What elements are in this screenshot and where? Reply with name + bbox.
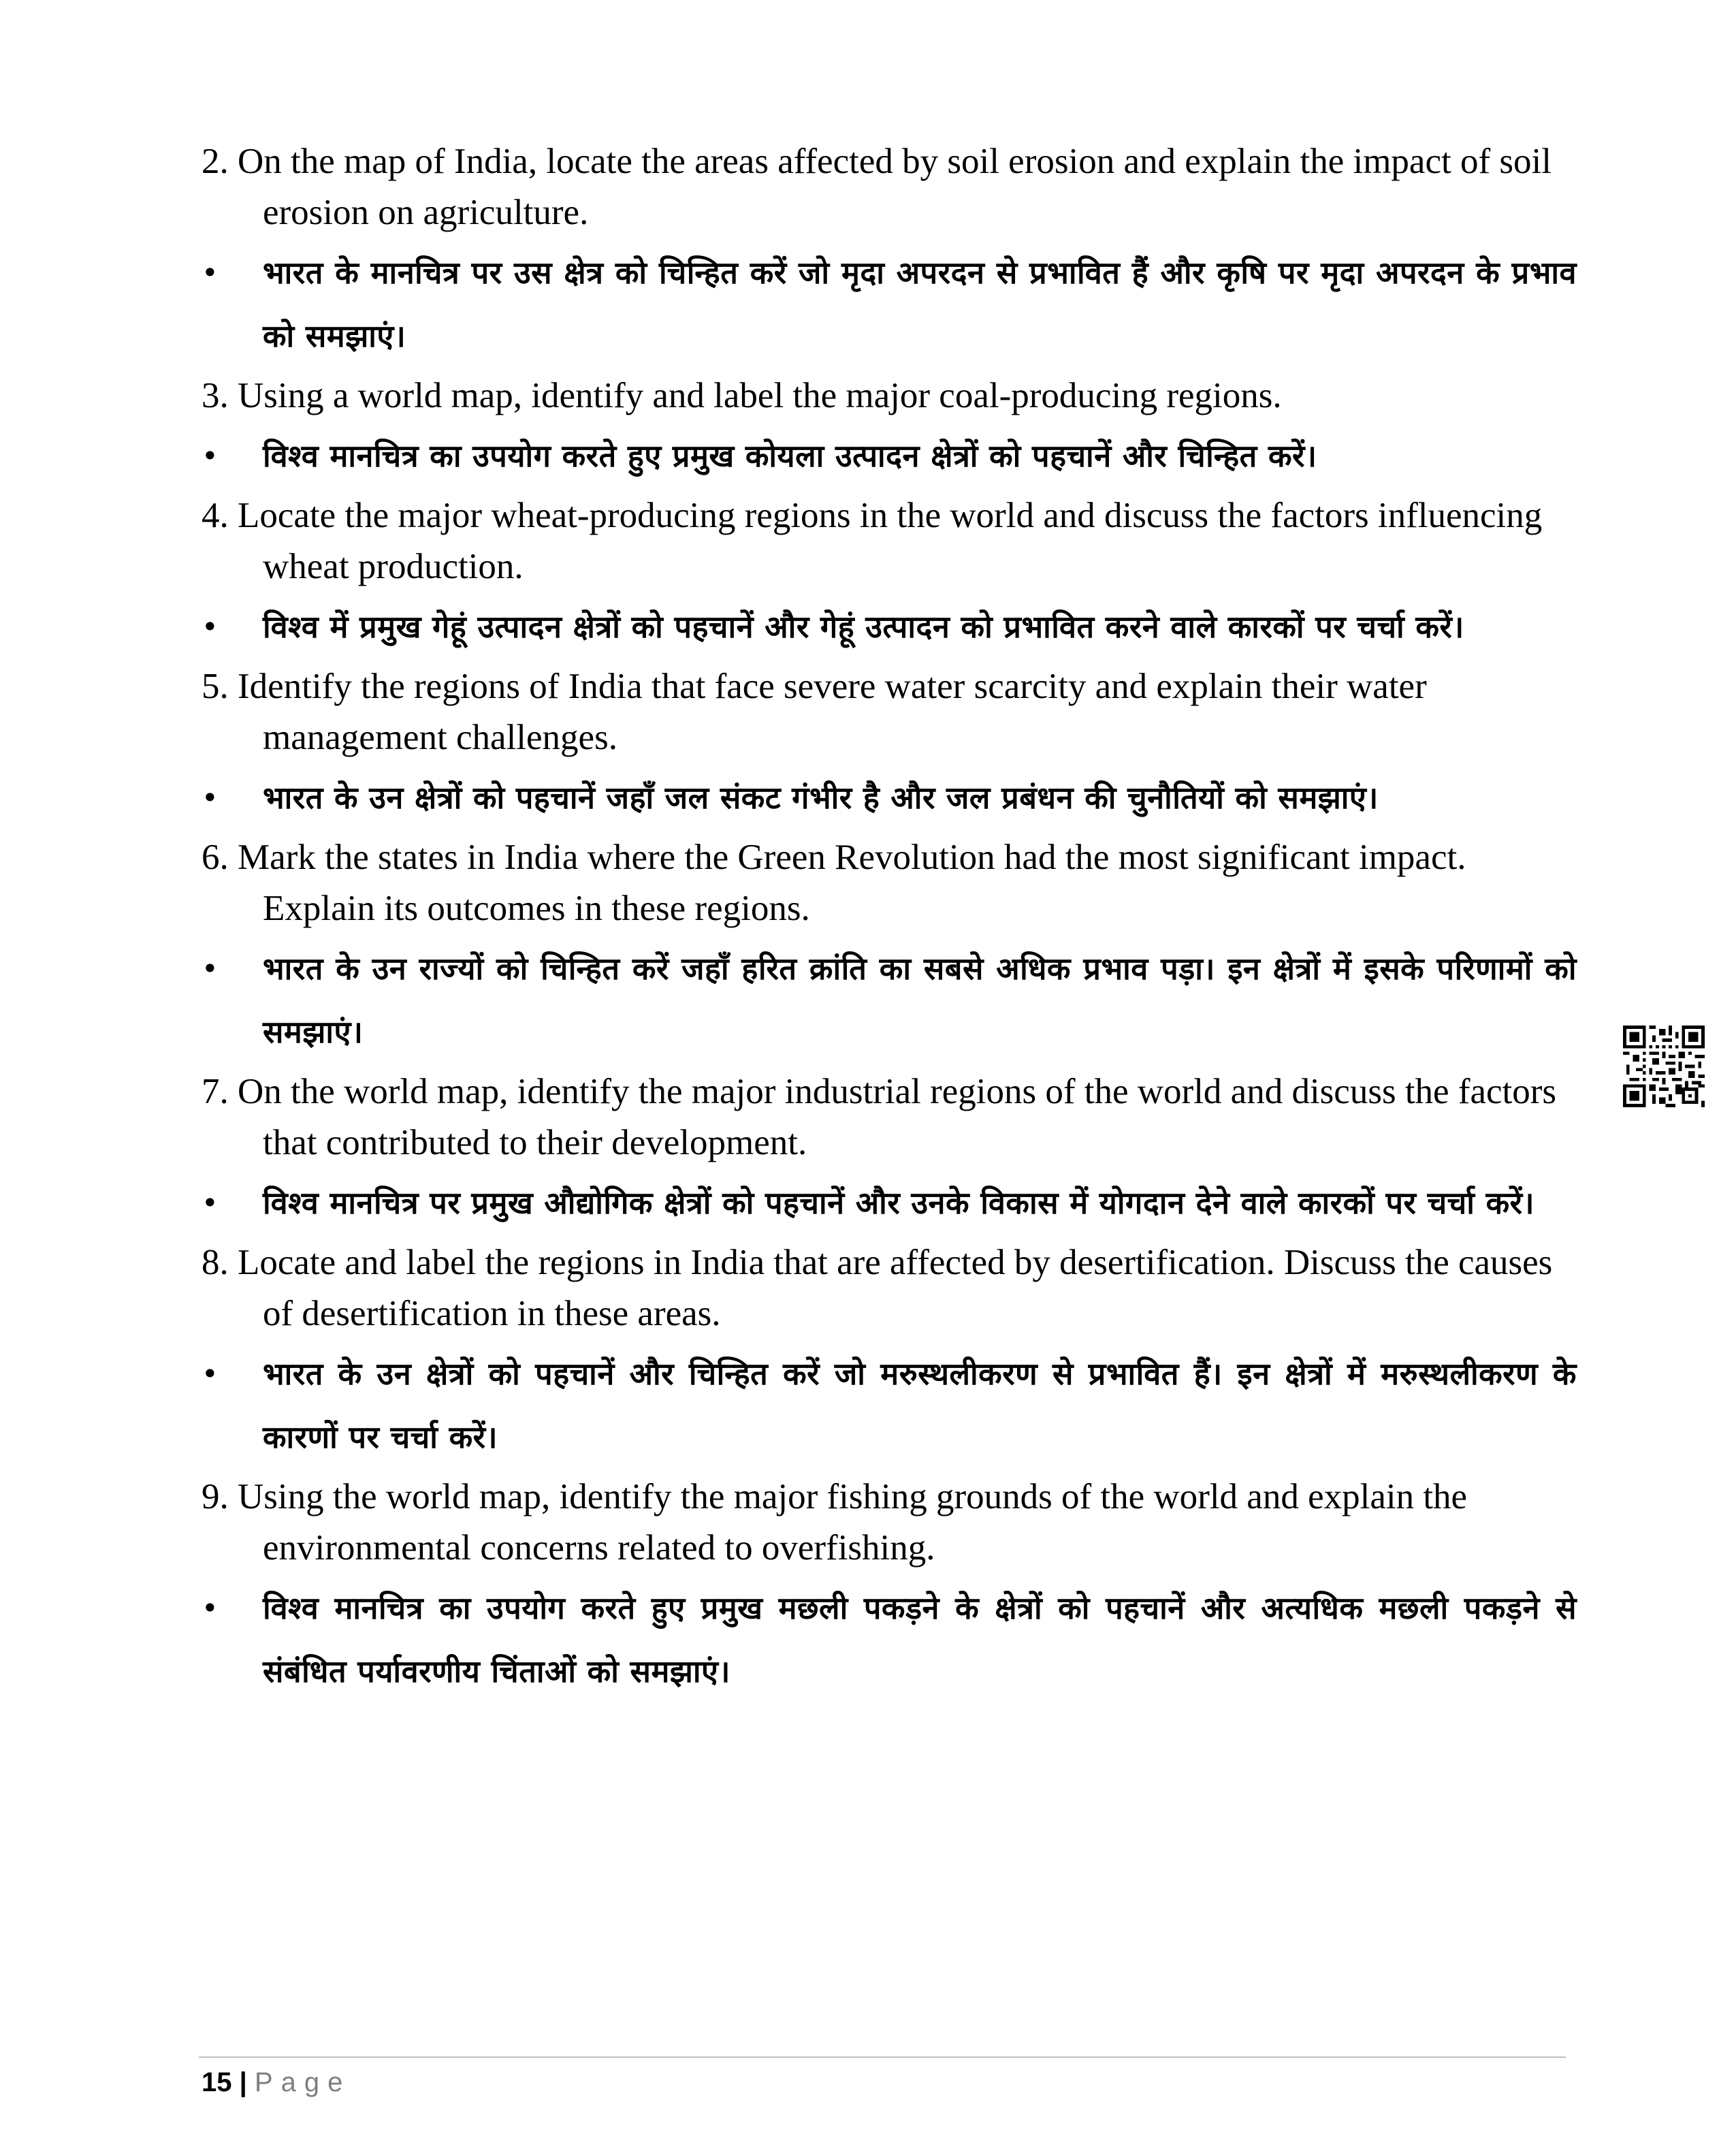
question-5-english: 5. Identify the regions of India that face severe water scarcity and explain their water management challenges. [202, 667, 1427, 757]
page-number: 15 [202, 2067, 232, 2097]
bullet-point: • [202, 610, 219, 644]
question-6-hindi [202, 937, 1577, 1064]
bullet-point: • [202, 952, 219, 985]
document-body [202, 136, 1577, 1706]
question-8-hindi-text: भारत के उन क्षेत्रों को पहचानें और चिन्हित करें जो मरुस्थलीकरण से प्रभावित हैं। इन क्षेत्रों में मरुस्थलीकरण के कारणों पर चर्चा करें। [263, 1356, 1577, 1455]
bullet-point: • [202, 256, 219, 289]
bullet-point: • [202, 1591, 219, 1625]
page-label: Page [254, 2067, 351, 2097]
question-5-hindi-text: भारत के उन क्षेत्रों को पहचानें जहाँ जल संकट गंभीर है और जल प्रबंधन की चुनौतियों को समझाएं। [263, 780, 1379, 816]
qr-code-icon [1623, 1026, 1705, 1107]
question-9-hindi [202, 1576, 1577, 1703]
question-8-hindi [202, 1342, 1577, 1469]
question-9-english: 9. Using the world map, identify the major fishing grounds of the world and explain the environmental concerns related to overfishing. [202, 1477, 1468, 1568]
bullet-point: • [202, 1357, 219, 1391]
question-3-hindi-text: विश्व मानचित्र का उपयोग करते हुए प्रमुख कोयला उत्पादन क्षेत्रों को पहचानें और चिन्हित करें। [263, 438, 1317, 474]
question-7-hindi [202, 1171, 1577, 1235]
question-7-english: 7. On the world map, identify the major industrial regions of the world and discuss the factors that contributed to their development. [202, 1072, 1557, 1162]
bullet-point: • [202, 1186, 219, 1220]
question-6-hindi-text: भारत के उन राज्यों को चिन्हित करें जहाँ हरित क्रांति का सबसे अधिक प्रभाव पड़ा। इन क्षेत्रों में इसके परिणामों को समझाएं। [263, 951, 1577, 1050]
question-4-hindi [202, 595, 1577, 658]
question-9-hindi-text: विश्व मानचित्र का उपयोग करते हुए प्रमुख मछली पकड़ने के क्षेत्रों को पहचानें और अत्यधिक मछली पकड़ने से संबंधित पर्यावरणीय चिंताओं को समझाएं। [263, 1590, 1577, 1689]
question-7-hindi-text: विश्व मानचित्र पर प्रमुख औद्योगिक क्षेत्रों को पहचानें और उनके विकास में योगदान देने वाले कारकों पर चर्चा करें। [263, 1185, 1535, 1221]
bullet-point: • [202, 781, 219, 814]
page-footer [202, 2063, 351, 2101]
question-4-english: 4. Locate the major wheat-producing regions in the world and discuss the factors influencing wheat production. [202, 496, 1543, 586]
question-3-english: 3. Using a world map, identify and label the major coal-producing regions. [202, 376, 1282, 415]
question-8-english: 8. Locate and label the regions in India that are affected by desertification. Discuss the causes of desertification in these areas. [202, 1243, 1553, 1333]
question-2-english: 2. On the map of India, locate the areas affected by soil erosion and explain the impact of soil erosion on agriculture. [202, 142, 1552, 232]
question-4-hindi-text: विश्व में प्रमुख गेहूं उत्पादन क्षेत्रों को पहचानें और गेहूं उत्पादन को प्रभावित करने वाले कारकों पर चर्चा करें। [263, 609, 1464, 645]
question-3-hindi [202, 424, 1577, 488]
question-6-english: 6. Mark the states in India where the Green Revolution had the most significant impact. Explain its outcomes in these regions. [202, 838, 1466, 928]
footer-separator: | [239, 2067, 247, 2097]
bullet-point: • [202, 439, 219, 473]
footer-divider [199, 2056, 1566, 2058]
question-2-hindi-text: भारत के मानचित्र पर उस क्षेत्र को चिन्हित करें जो मृदा अपरदन से प्रभावित हैं और कृषि पर मृदा अपरदन के प्रभाव को समझाएं। [263, 255, 1577, 354]
question-5-hindi [202, 766, 1577, 829]
question-2-hindi [202, 241, 1577, 368]
